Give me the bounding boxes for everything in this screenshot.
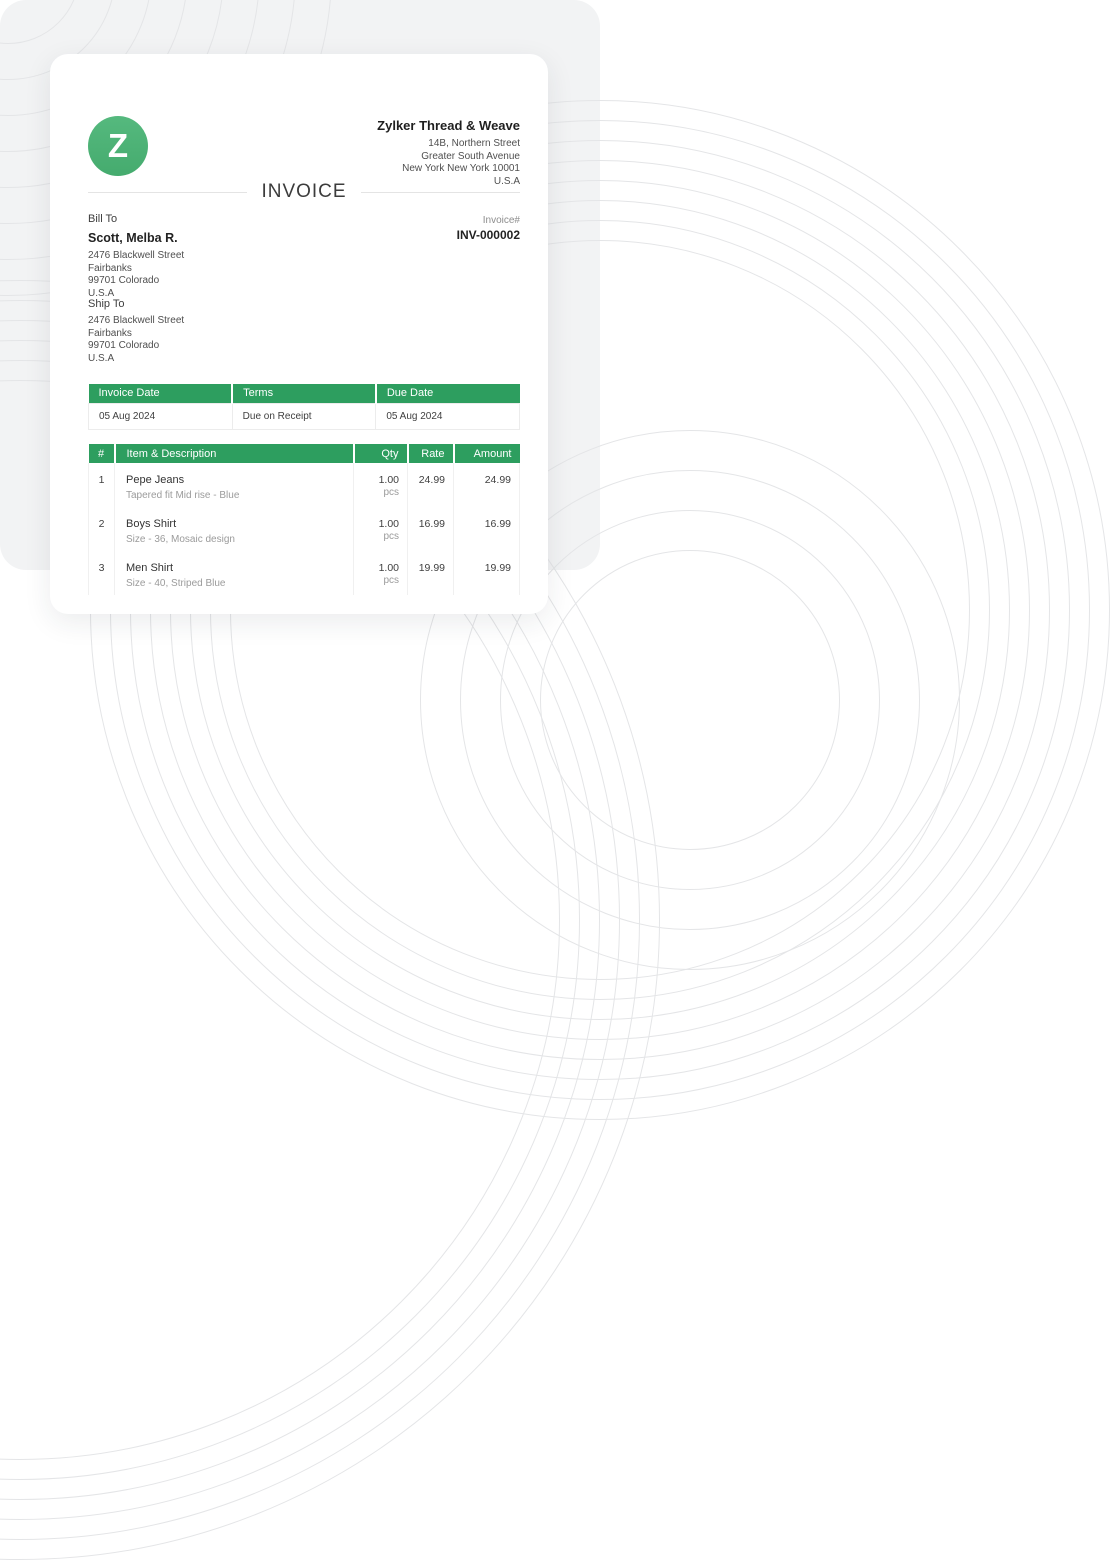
company-address-line: 14B, Northern Street bbox=[428, 138, 520, 149]
item-unit: pcs bbox=[383, 487, 399, 498]
item-description-cell bbox=[115, 463, 354, 507]
bill-to-address-line: Fairbanks bbox=[88, 262, 132, 274]
invoice-number-block bbox=[457, 214, 520, 243]
ship-to-address-line: 99701 Colorado bbox=[88, 340, 160, 351]
table-row bbox=[89, 507, 520, 551]
col-header-amount: Amount bbox=[454, 444, 520, 463]
item-number: 1 bbox=[89, 463, 115, 507]
col-header-number: # bbox=[89, 444, 115, 463]
company-logo-letter: Z bbox=[107, 126, 129, 164]
bill-to-section bbox=[88, 212, 184, 300]
ship-to-section bbox=[88, 297, 184, 365]
title-divider-left bbox=[88, 192, 247, 193]
company-address-line: Greater South Avenue bbox=[421, 150, 520, 162]
company-info bbox=[377, 118, 520, 188]
company-logo-icon bbox=[88, 116, 148, 176]
bill-to-address-line: U.S.A bbox=[88, 287, 115, 299]
item-qty: 1.00 bbox=[378, 518, 399, 530]
item-rate: 16.99 bbox=[408, 507, 454, 551]
item-amount: 24.99 bbox=[454, 463, 520, 507]
item-unit: pcs bbox=[383, 575, 399, 586]
bill-to-address-line: 99701 Colorado bbox=[88, 275, 160, 286]
item-rate: 24.99 bbox=[408, 463, 454, 507]
item-name: Boys Shirt bbox=[126, 518, 177, 530]
line-items-table bbox=[88, 444, 520, 595]
item-number: 2 bbox=[89, 507, 115, 551]
title-divider-right bbox=[361, 192, 520, 193]
dates-value-row bbox=[89, 403, 520, 429]
invoice-card bbox=[50, 54, 548, 614]
company-address-line: New York New York 10001 bbox=[402, 163, 520, 174]
item-description-cell bbox=[115, 551, 354, 595]
item-amount: 19.99 bbox=[454, 551, 520, 595]
item-amount: 16.99 bbox=[454, 507, 520, 551]
item-desc: Size - 40, Striped Blue bbox=[126, 578, 226, 589]
page-background bbox=[0, 0, 600, 589]
due-date-header: Due Date bbox=[376, 384, 520, 403]
invoice-date-value: 05 Aug 2024 bbox=[89, 403, 233, 429]
table-row bbox=[89, 551, 520, 595]
table-row bbox=[89, 463, 520, 507]
ship-to-label: Ship To bbox=[88, 298, 125, 310]
terms-header: Terms bbox=[232, 384, 376, 403]
col-header-item-description: Item & Description bbox=[115, 444, 354, 463]
company-address-line: U.S.A bbox=[493, 175, 520, 187]
due-date-value: 05 Aug 2024 bbox=[376, 403, 520, 429]
ship-to-address-line: U.S.A bbox=[88, 352, 115, 364]
document-title-row bbox=[88, 181, 520, 203]
item-qty: 1.00 bbox=[378, 562, 399, 574]
bill-to-address-line: 2476 Blackwell Street bbox=[88, 250, 185, 261]
ship-to-address-line: 2476 Blackwell Street bbox=[88, 315, 185, 326]
item-name: Men Shirt bbox=[126, 562, 174, 574]
ship-to-address-line: Fairbanks bbox=[88, 327, 132, 339]
item-qty-cell bbox=[354, 551, 408, 595]
document-title: INVOICE bbox=[261, 181, 347, 202]
terms-value: Due on Receipt bbox=[232, 403, 376, 429]
dates-header-row bbox=[89, 384, 520, 403]
item-number: 3 bbox=[89, 551, 115, 595]
invoice-dates-table bbox=[88, 384, 520, 430]
invoice-number-label: Invoice# bbox=[482, 215, 520, 226]
item-qty: 1.00 bbox=[378, 474, 399, 486]
item-description-cell bbox=[115, 507, 354, 551]
item-desc: Tapered fit Mid rise - Blue bbox=[126, 490, 240, 501]
col-header-qty: Qty bbox=[354, 444, 408, 463]
col-header-rate: Rate bbox=[408, 444, 454, 463]
item-rate: 19.99 bbox=[408, 551, 454, 595]
item-name: Pepe Jeans bbox=[126, 474, 185, 486]
bill-to-name: Scott, Melba R. bbox=[88, 231, 178, 245]
invoice-number-value: INV-000002 bbox=[456, 228, 520, 242]
company-name: Zylker Thread & Weave bbox=[377, 118, 520, 133]
item-qty-cell bbox=[354, 463, 408, 507]
bill-to-label: Bill To bbox=[88, 213, 118, 225]
invoice-date-header: Invoice Date bbox=[89, 384, 233, 403]
item-unit: pcs bbox=[383, 531, 399, 542]
item-qty-cell bbox=[354, 507, 408, 551]
items-header-row bbox=[89, 444, 520, 463]
item-desc: Size - 36, Mosaic design bbox=[126, 534, 235, 545]
